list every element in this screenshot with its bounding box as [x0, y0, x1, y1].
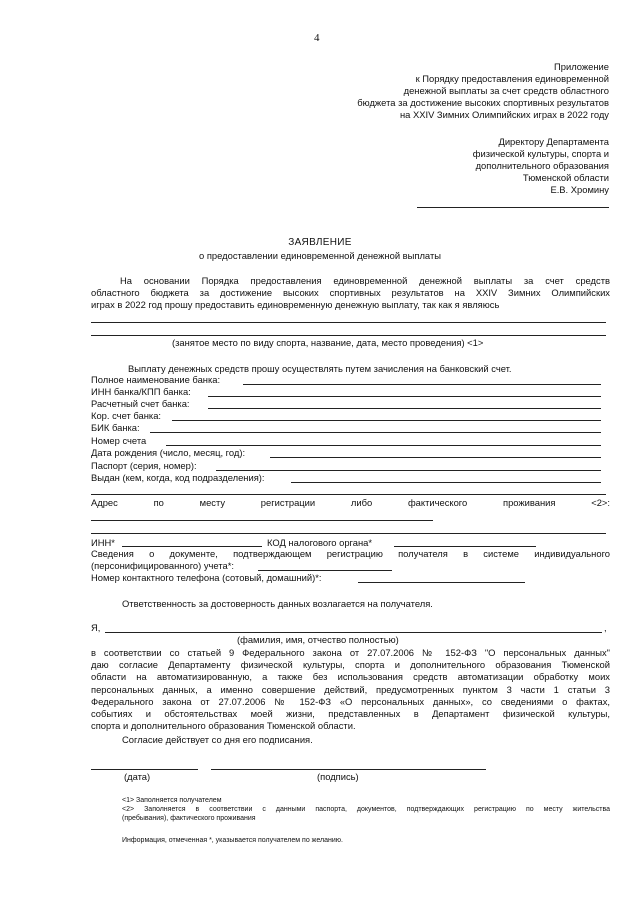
- consent-valid: Согласие действует со дня его подписания.: [122, 734, 313, 745]
- field-bik[interactable]: [150, 432, 601, 433]
- tax-code-field[interactable]: [394, 546, 536, 547]
- intro-line: играх в 2022 год прошу предоставить единовременную денежную выплату, так как я являюсь: [91, 299, 500, 310]
- field-bank-name[interactable]: [243, 384, 601, 385]
- field-label-inn-kpp: ИНН банка/КПП банка:: [91, 386, 191, 397]
- phone-label: Номер контактного телефона (сотовый, домашний)*:: [91, 572, 322, 583]
- addressee-line: Тюменской области: [522, 172, 609, 183]
- field-account-number[interactable]: [166, 445, 601, 446]
- registration-doc-line: Сведения о документе, подтверждающем регистрацию получателя в системе индивидуального: [91, 548, 610, 559]
- field-account[interactable]: [208, 408, 601, 409]
- appendix-line: бюджета за достижение высоких спортивных результатов: [357, 97, 609, 108]
- date-caption: (дата): [124, 771, 151, 782]
- document-title: ЗАЯВЛЕНИЕ: [288, 237, 352, 248]
- consent-line: спорта и дополнительного образования Тюменской области.: [91, 720, 356, 731]
- comma: ,: [604, 622, 607, 633]
- consent-line: событиях и обстоятельствах моей жизни, представленных в Департамент физической культуры,: [91, 708, 610, 719]
- address-label: Адрес по месту регистрации либо фактического проживания <2>:: [91, 497, 610, 508]
- field-corr-account[interactable]: [172, 420, 601, 421]
- field-birth-date[interactable]: [270, 457, 601, 458]
- intro-line: областного бюджета за достижение высоких спортивных результатов на XXIV Зимних Олимпийских: [91, 287, 610, 298]
- registration-doc-field[interactable]: [258, 570, 392, 571]
- page-number: 4: [314, 32, 320, 44]
- field-label-bik: БИК банка:: [91, 422, 140, 433]
- footnote: <2> Заполняется в соответствии с данными паспорта, документов, подтверждающих регистрацию по месту жительства: [122, 806, 610, 813]
- intro-line: На основании Порядка предоставления единовременной денежной выплаты за счет средств: [120, 275, 610, 286]
- field-inn-kpp[interactable]: [208, 396, 601, 397]
- field-label-corr-account: Кор. счет банка:: [91, 410, 162, 421]
- responsibility-text: Ответственность за достоверность данных возлагается на получателя.: [122, 598, 433, 609]
- appendix-line: к Порядку предоставления единовременной: [415, 73, 609, 84]
- applicant-name-line[interactable]: [417, 207, 609, 208]
- i-label: Я,: [91, 622, 101, 633]
- appendix-line: денежной выплаты за счет средств областного: [403, 85, 609, 96]
- registration-doc-line: (персонифицированного) учета*:: [91, 560, 234, 571]
- consent-line: даю согласие Департаменту физической культуры, спорта и дополнительного образования Тюменской: [91, 659, 610, 670]
- field-issued-by-extra[interactable]: [91, 494, 606, 495]
- field-label-account: Расчетный счет банка:: [91, 398, 190, 409]
- appendix-line: на XXIV Зимних Олимпийских играх в 2022 году: [399, 109, 609, 120]
- field-passport[interactable]: [216, 470, 601, 471]
- place-caption: (занятое место по виду спорта, название, дата, место проведения) <1>: [172, 337, 484, 348]
- signature-field[interactable]: [211, 769, 486, 770]
- address-line[interactable]: [91, 533, 606, 534]
- inn-label: ИНН*: [91, 537, 115, 548]
- place-line[interactable]: [91, 335, 606, 336]
- field-label-birth-date: Дата рождения (число, месяц, год):: [91, 447, 246, 458]
- appendix-line: Приложение: [554, 61, 609, 72]
- bank-intro: Выплату денежных средств прошу осуществлять путем зачисления на банковский счет.: [128, 363, 512, 374]
- field-label-passport: Паспорт (серия, номер):: [91, 460, 197, 471]
- addressee-line: Директору Департамента: [498, 136, 609, 147]
- info-note: Информация, отмеченная *, указывается получателем по желанию.: [122, 837, 343, 844]
- inn-field[interactable]: [122, 546, 262, 547]
- address-line[interactable]: [91, 520, 433, 521]
- field-label-bank-name: Полное наименование банка:: [91, 374, 221, 385]
- consent-line: персональных данных, а именно совершение действий, предусмотренных пунктом 3 части 1 статьи 3: [91, 684, 610, 695]
- signature-caption: (подпись): [317, 771, 359, 782]
- consent-line: области на автоматизированную, а также без использования средств автоматизации обработку моих: [91, 671, 610, 682]
- field-issued-by[interactable]: [291, 482, 601, 483]
- addressee-line: физической культуры, спорта и: [472, 148, 609, 159]
- place-line[interactable]: [91, 322, 606, 323]
- phone-field[interactable]: [358, 582, 525, 583]
- date-field[interactable]: [91, 769, 198, 770]
- field-label-issued-by: Выдан (кем, когда, код подразделения):: [91, 472, 265, 483]
- field-label-account-number: Номер счета: [91, 435, 147, 446]
- consent-line: Федерального закона от 27.07.2006 № 152-ФЗ «О персональных данных», со сведениями о фактах,: [91, 696, 610, 707]
- consent-line: в соответствии со статьей 9 Федерального закона от 27.07.2006 № 152-ФЗ "О персональных данных": [91, 647, 610, 658]
- name-caption: (фамилия, имя, отчество полностью): [237, 634, 399, 645]
- full-name-field[interactable]: [105, 632, 602, 633]
- footnote: (пребывания), фактического проживания: [122, 815, 256, 822]
- tax-code-label: КОД налогового органа*: [267, 537, 373, 548]
- document-subtitle: о предоставлении единовременной денежной выплаты: [199, 250, 441, 261]
- addressee-line: Е.В. Хромину: [550, 184, 609, 195]
- addressee-line: дополнительного образования: [475, 160, 609, 171]
- footnote: <1> Заполняется получателем: [122, 797, 222, 804]
